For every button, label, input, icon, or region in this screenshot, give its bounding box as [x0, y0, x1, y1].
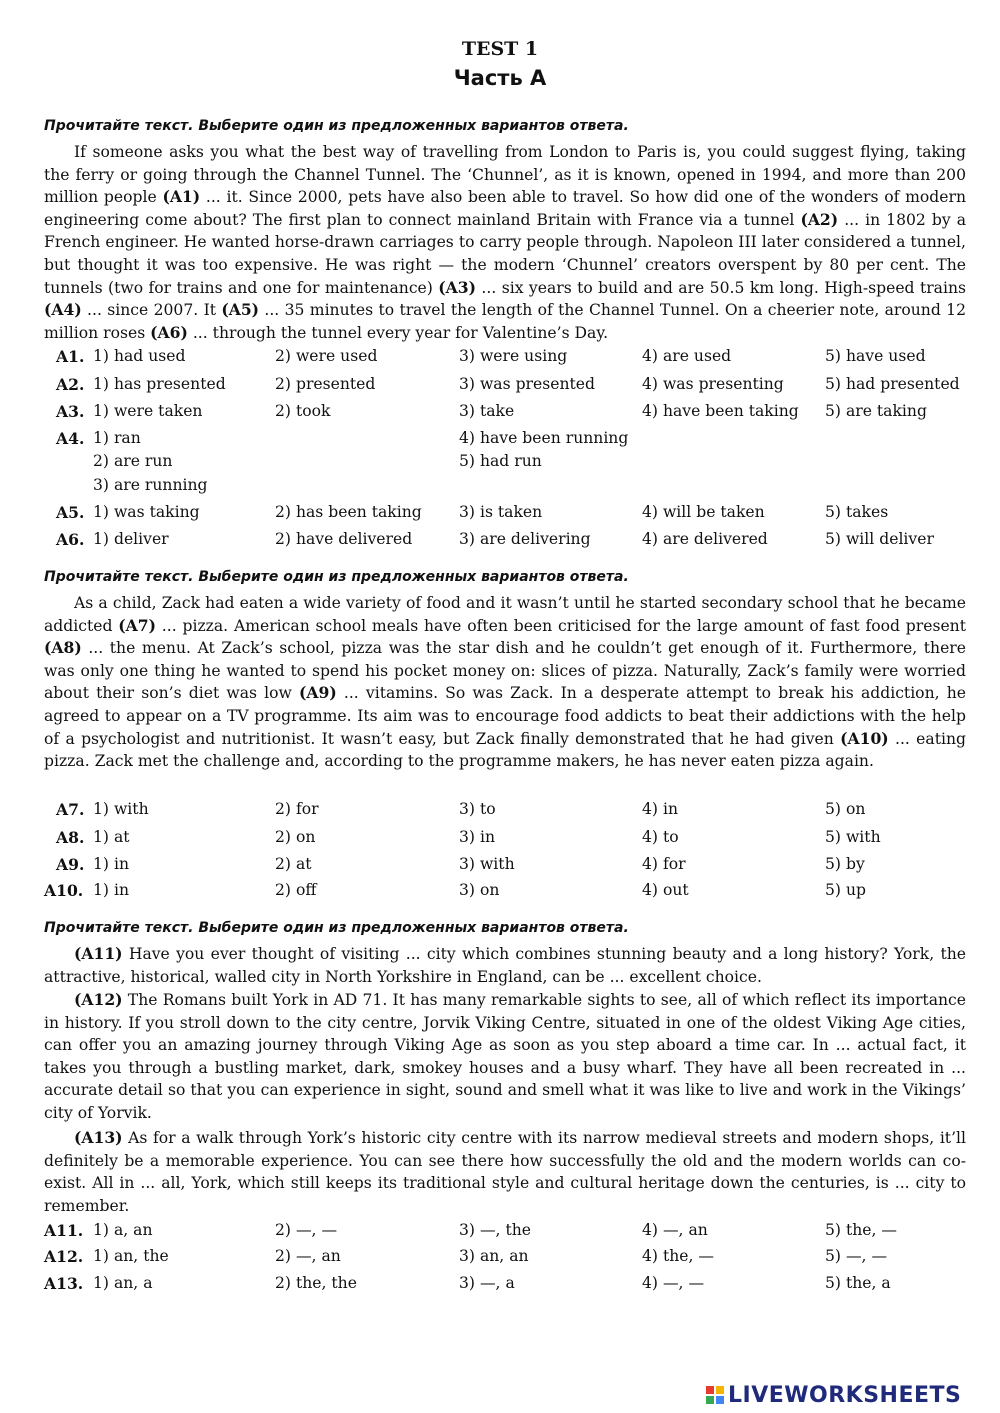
answer-option[interactable]: 3) on	[459, 881, 500, 899]
question-number: A7.	[56, 800, 85, 819]
answer-option[interactable]: 3) were using	[459, 347, 568, 365]
answer-option[interactable]: 1) deliver	[93, 530, 169, 548]
answer-option[interactable]: 4) the, —	[642, 1247, 715, 1265]
answer-option[interactable]: 1) in	[93, 881, 129, 899]
answer-option[interactable]: 5) up	[825, 881, 866, 899]
answer-option[interactable]: 3) was presented	[459, 375, 595, 393]
answer-option[interactable]: 5) had run	[459, 452, 542, 470]
question-number: A6.	[56, 530, 85, 549]
answer-option[interactable]: 1) were taken	[93, 402, 203, 420]
question-row-A10	[0, 881, 1000, 905]
answer-option[interactable]: 3) with	[459, 855, 515, 873]
question-number: A8.	[56, 828, 85, 847]
text-3-paragraph-A13: (A13) As for a walk through York’s historic city centre with its narrow medieval streets and modern shops, it’ll definitely be a memorable experience. You can see there how successfully the old and the modern worlds can co-exist. All in ... all, York, which still keeps its traditional style and cultural heritage down the centuries, is ... city to remember.	[44, 1128, 966, 1215]
answer-option[interactable]: 5) by	[825, 855, 865, 873]
answer-option[interactable]: 1) an, a	[93, 1274, 153, 1292]
answer-option[interactable]: 4) in	[642, 800, 678, 818]
answer-option[interactable]: 3) an, an	[459, 1247, 529, 1265]
logo-wordmark: LIVEWORKSHEETS	[728, 1382, 962, 1408]
text-1-paragraph: If someone asks you what the best way of travelling from London to Paris is, you could suggest flying, taking the ferry or going through the Channel Tunnel. The ‘Chunnel’, as it is known, opened in 1994, and more than 200 million people (A1) ... it. Since 2000, pets have also been able to travel. So how did one of the wonders of modern engineering come about? The first plan to connect mainland Britain with France via a tunnel (A2) ... in 1802 by a French engineer. He wanted horse-drawn carriages to carry people through. Napoleon III later considered a tunnel, but thought it was too expensive. He was right — the modern ‘Chunnel’ creators overspent by 80 per cent. The tunnels (two for trains and one for maintenance) (A3) ... six years to build and are 50.5 km long. High-speed trains (A4) ... since 2007. It (A5) ... 35 minutes to travel the length of the Channel Tunnel. On a cheerier note, around 12 million roses (A6) ... through the tunnel every year for Valentine’s Day.	[44, 143, 967, 342]
answer-option[interactable]: 5) takes	[825, 503, 889, 521]
question-number: A13.	[44, 1274, 84, 1293]
question-row-A4-line3	[0, 476, 1000, 500]
gap-A8: (A8)	[44, 638, 82, 658]
question-row-A12	[0, 1247, 1000, 1271]
answer-option[interactable]: 4) out	[642, 881, 689, 899]
answer-option[interactable]: 4) will be taken	[642, 503, 765, 521]
answer-option[interactable]: 5) the, a	[825, 1274, 891, 1292]
question-row-A8	[0, 828, 1000, 852]
answer-option[interactable]: 5) have used	[825, 347, 926, 365]
answer-option[interactable]: 1) had used	[93, 347, 186, 365]
question-row-A5	[0, 503, 1000, 527]
liveworksheets-logo	[706, 1384, 961, 1406]
gap-A10: (A10)	[840, 728, 889, 748]
question-row-A3	[0, 402, 1000, 426]
answer-option[interactable]: 3) —, the	[459, 1221, 532, 1239]
question-row-A4	[0, 429, 1000, 453]
answer-option[interactable]: 1) was taking	[93, 503, 200, 521]
answer-option[interactable]: 1) ran	[93, 429, 141, 447]
answer-option[interactable]: 5) had presented	[825, 375, 960, 393]
question-row-A4-line2	[0, 452, 1000, 476]
paragraph-label-A11: (A11)	[74, 944, 123, 963]
answer-option[interactable]: 3) in	[459, 828, 495, 846]
question-row-A13	[0, 1274, 1000, 1298]
answer-option[interactable]: 2) presented	[275, 375, 376, 393]
answer-option[interactable]: 5) —, —	[825, 1247, 888, 1265]
answer-option[interactable]: 1) has presented	[93, 375, 226, 393]
answer-option[interactable]: 2) off	[275, 881, 317, 899]
logo-square	[706, 1396, 714, 1404]
logo-square	[716, 1386, 724, 1394]
answer-option[interactable]: 3) take	[459, 402, 515, 420]
answer-option[interactable]: 4) —, an	[642, 1221, 708, 1239]
paragraph-label-A13: (A13)	[74, 1128, 123, 1147]
answer-option[interactable]: 1) at	[93, 828, 130, 846]
answer-option[interactable]: 4) have been running	[459, 429, 629, 447]
gap-A2: (A2)	[800, 209, 839, 229]
answer-option[interactable]: 3) —, a	[459, 1274, 515, 1292]
answer-option[interactable]: 2) the, the	[275, 1274, 357, 1292]
answer-option[interactable]: 2) —, —	[275, 1221, 338, 1239]
answer-option[interactable]: 4) are delivered	[642, 530, 768, 548]
instruction-2: Прочитайте текст. Выберите один из предложенных вариантов ответа.	[44, 569, 629, 585]
question-number: A11.	[44, 1221, 84, 1240]
answer-option[interactable]: 2) has been taking	[275, 503, 422, 521]
part-title: Часть A	[453, 66, 547, 90]
gap-A6: (A6)	[150, 322, 188, 342]
answer-option[interactable]: 5) with	[825, 828, 881, 846]
text-2-paragraph: As a child, Zack had eaten a wide variety of food and it wasn’t until he started secondary school that he became addicted (A7) ... pizza. American school meals have often been criticised for the large amount of fast food present (A8) ... the menu. At Zack’s school, pizza was the star dish and he couldn’t get enough of it. Furthermore, there was only one thing he wanted to spend his pocket money on: slices of pizza. Naturally, Zack’s family were worried about their son’s diet was low (A9) ... vitamins. So was Zack. In a desperate attempt to break his addiction, he agreed to appear on a TV programme. Its aim was to encourage food addicts to beat their addictions with the help of a psychologist and nutritionist. It wasn’t easy, but Zack finally demonstrated that he had given (A10) ... eating pizza. Zack met the challenge and, according to the programme makers, he has never eaten pizza again.	[44, 594, 966, 771]
answer-option[interactable]: 4) —, —	[642, 1274, 705, 1292]
gap-A9: (A9)	[299, 683, 337, 703]
gap-A5: (A5)	[221, 300, 260, 320]
answer-option[interactable]: 2) were used	[275, 347, 378, 365]
text-3-paragraph-A11: (A11) Have you ever thought of visiting ... city which combines stunning beauty and a long history? York, the attractive, historical, walled city in North Yorkshire in England, can be ... excellent choice.	[44, 944, 966, 986]
answer-option[interactable]: 1) with	[93, 800, 149, 818]
answer-option[interactable]: 5) on	[825, 800, 866, 818]
answer-option[interactable]: 2) —, an	[275, 1247, 341, 1265]
answer-option[interactable]: 5) will deliver	[825, 530, 934, 548]
answer-option[interactable]: 1) in	[93, 855, 129, 873]
logo-square	[706, 1386, 714, 1394]
answer-option[interactable]: 5) are taking	[825, 402, 927, 420]
instruction-1: Прочитайте текст. Выберите один из предложенных вариантов ответа.	[44, 118, 629, 134]
logo-square	[716, 1396, 724, 1404]
question-number: A5.	[56, 503, 85, 522]
test-title: TEST 1	[461, 38, 539, 60]
answer-option[interactable]: 2) took	[275, 402, 331, 420]
answer-option[interactable]: 4) are used	[642, 347, 732, 365]
answer-option[interactable]: 5) the, —	[825, 1221, 898, 1239]
answer-option[interactable]: 4) for	[642, 855, 686, 873]
question-number: A3.	[56, 402, 85, 421]
answer-option[interactable]: 1) a, an	[93, 1221, 153, 1239]
question-number: A2.	[56, 375, 85, 394]
question-row-A11	[0, 1221, 1000, 1245]
question-row-A6	[0, 530, 1000, 554]
answer-option[interactable]: 2) on	[275, 828, 316, 846]
gap-A1: (A1)	[162, 187, 201, 207]
question-number: A12.	[44, 1247, 84, 1266]
answer-option[interactable]: 3) are running	[93, 476, 208, 494]
gap-A3: (A3)	[438, 277, 477, 297]
answer-option[interactable]: 2) for	[275, 800, 319, 818]
answer-option[interactable]: 3) are delivering	[459, 530, 591, 548]
answer-option[interactable]: 1) an, the	[93, 1247, 169, 1265]
answer-option[interactable]: 2) are run	[93, 452, 173, 470]
answer-option[interactable]: 3) is taken	[459, 503, 543, 521]
answer-option[interactable]: 4) have been taking	[642, 402, 799, 420]
answer-option[interactable]: 4) to	[642, 828, 679, 846]
answer-option[interactable]: 2) have delivered	[275, 530, 413, 548]
answer-option[interactable]: 2) at	[275, 855, 312, 873]
question-row-A2	[0, 375, 1000, 399]
instruction-3: Прочитайте текст. Выберите один из предложенных вариантов ответа.	[44, 920, 629, 936]
answer-option[interactable]: 3) to	[459, 800, 496, 818]
gap-A7: (A7)	[118, 615, 156, 635]
paragraph-label-A12: (A12)	[74, 990, 123, 1009]
text-3-paragraph-A12: (A12) The Romans built York in AD 71. It has many remarkable sights to see, all of which reflect its importance in history. If you stroll down to the city centre, Jorvik Viking Centre, situated in one of the oldest Viking Age cities, can offer you an amazing journey through Viking Age as soon as you step aboard a time car. In ... actual fact, it takes you through a bustling market, dark, smokey houses and a busy wharf. They have all been recreated in ... accurate detail so that you can experience in sight, sound and smell what it was like to live and work in the Vikings’ city of Yorvik.	[44, 990, 966, 1122]
question-number: A9.	[56, 855, 85, 874]
question-row-A9	[0, 855, 1000, 879]
question-row-A7	[0, 800, 1000, 824]
question-row-A1	[0, 347, 1000, 371]
question-number: A4.	[56, 429, 85, 448]
logo-mark-icon	[706, 1386, 724, 1404]
gap-A4: (A4)	[44, 300, 82, 320]
question-number: A1.	[56, 347, 85, 366]
question-number: A10.	[44, 881, 84, 900]
answer-option[interactable]: 4) was presenting	[642, 375, 784, 393]
